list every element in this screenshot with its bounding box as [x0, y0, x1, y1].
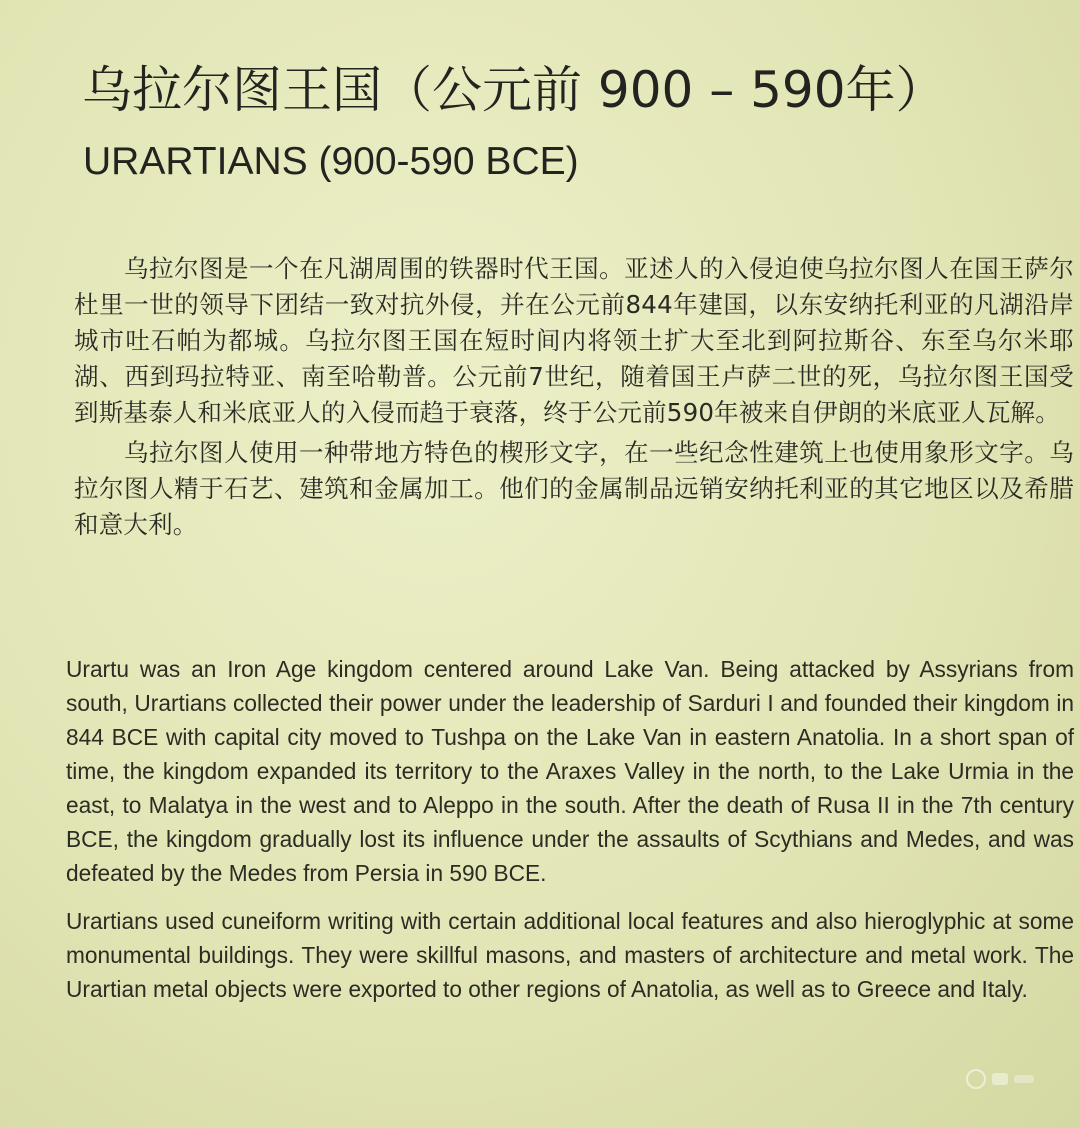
- english-paragraph-1: Urartu was an Iron Age kingdom centered around Lake Van. Being attacked by Assyrians from south, Urartians collected their power under the leadership of Sarduri I and founded their kingdom in 844 BCE with capital city moved to Tushpa on the Lake Van in eastern Anatolia. In a short span of time, the kingdom expanded its territory to the Araxes Valley in the north, to the Lake Urmia in the east, to Malatya in the west and to Aleppo in the south. After the death of Rusa II in the 7th century BCE, the kingdom gradually lost its influence under the assaults of Scythians and Medes, and was defeated by the Medes from Persia in 590 BCE.: [66, 656, 1074, 886]
- english-paragraph-2: Urartians used cuneiform writing with certain additional local features and also hieroglyphic at some monumental buildings. They were skillful masons, and masters of architecture and metal work. The Urartian metal objects were exported to other regions of Anatolia, as well as to Greece and Italy.: [66, 908, 1074, 1002]
- chinese-paragraph-2: 乌拉尔图人使用一种带地方特色的楔形文字，在一些纪念性建筑上也使用象形文字。乌拉尔图人精于石艺、建筑和金属加工。他们的金属制品远销安纳托利亚的其它地区以及希腊和意大利。: [74, 438, 1074, 539]
- chinese-paragraph-1: 乌拉尔图是一个在凡湖周围的铁器时代王国。亚述人的入侵迫使乌拉尔图人在国王萨尔杜里一世的领导下团结一致对抗外侵，并在公元前844年建国，以东安纳托利亚的凡湖沿岸城市吐石帕为都城。乌拉尔图王国在短时间内将领土扩大至北到阿拉斯谷、东至乌尔米耶湖、西到玛拉特亚、南至哈勒普。公元前7世纪，随着国王卢萨二世的死，乌拉尔图王国受到斯基泰人和米底亚人的入侵而趋于衰落，终于公元前590年被来自伊朗的米底亚人瓦解。: [74, 254, 1074, 427]
- english-title: URARTIANS (900-590 BCE): [83, 140, 579, 183]
- watermark-logo-icon: [962, 1064, 1042, 1094]
- chinese-title: 乌拉尔图王国（公元前 900 – 590年）: [82, 61, 946, 119]
- chinese-text-block: [74, 251, 1074, 547]
- english-text-block: [66, 652, 1074, 1020]
